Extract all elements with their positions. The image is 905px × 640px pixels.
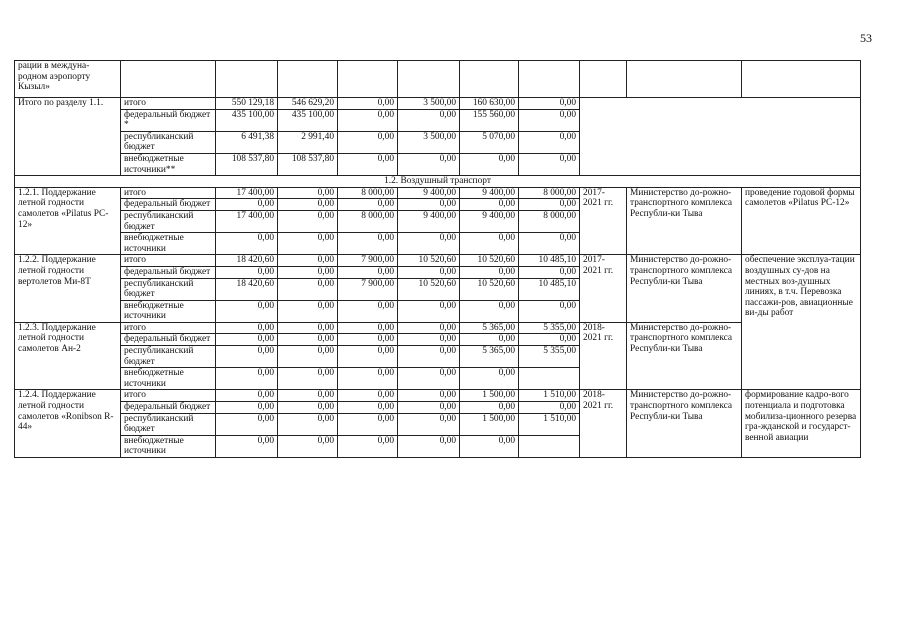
funding-source: федеральный бюджет: [121, 402, 216, 414]
funding-source: федеральный бюджет: [121, 266, 216, 278]
value-cell: 10 485,10: [519, 255, 580, 267]
funding-source: федеральный бюджет: [121, 334, 216, 346]
value-cell: 0,00: [519, 131, 580, 153]
value-cell: 0,00: [398, 300, 460, 322]
value-cell: 0,00: [216, 413, 278, 435]
value-cell: 10 485,10: [519, 278, 580, 300]
value-cell: 550 129,18: [216, 98, 278, 110]
value-cell: 0,00: [278, 300, 338, 322]
continued-label: рации в междуна-родном аэропорту Кызыл»: [15, 61, 121, 98]
funding-source: внебюджетные источники: [121, 368, 216, 390]
funding-source: республиканский бюджет: [121, 413, 216, 435]
value-cell: 0,00: [338, 233, 398, 255]
item-label: 1.2.3. Поддержание летной годности самолетов Ан-2: [15, 322, 121, 390]
value-cell: [519, 435, 580, 457]
value-cell: 0,00: [278, 233, 338, 255]
value-cell: 0,00: [338, 368, 398, 390]
value-cell: 0,00: [398, 334, 460, 346]
value-cell: 9 400,00: [460, 210, 519, 232]
value-cell: 3 500,00: [398, 98, 460, 110]
items-section: [15, 187, 861, 457]
funding-source: итого: [121, 390, 216, 402]
value-cell: 0,00: [278, 334, 338, 346]
value-cell: 0,00: [338, 435, 398, 457]
value-cell: 5 365,00: [460, 346, 519, 368]
item-executor: Министерство до-рожно-транспортного комплекса Республи-ки Тыва: [627, 255, 742, 323]
value-cell: 1 500,00: [460, 390, 519, 402]
value-cell: 10 520,60: [398, 278, 460, 300]
funding-source: внебюджетные источники: [121, 300, 216, 322]
item-label: 1.2.1. Поддержание летной годности самолетов «Pilatus PC-12»: [15, 187, 121, 255]
value-cell: 8 000,00: [519, 210, 580, 232]
value-cell: 9 400,00: [398, 210, 460, 232]
value-cell: 0,00: [216, 402, 278, 414]
item-row: [15, 322, 861, 334]
value-cell: [519, 368, 580, 390]
value-cell: 0,00: [278, 322, 338, 334]
value-cell: 0,00: [216, 266, 278, 278]
page-number: 53: [860, 31, 872, 45]
value-cell: 0,00: [216, 233, 278, 255]
value-cell: 10 520,60: [460, 255, 519, 267]
value-cell: 0,00: [338, 334, 398, 346]
value-cell: 0,00: [338, 413, 398, 435]
value-cell: 0,00: [338, 390, 398, 402]
value-cell: 0,00: [216, 322, 278, 334]
value-cell: 0,00: [338, 300, 398, 322]
funding-source: итого: [121, 98, 216, 110]
value-cell: 0,00: [398, 266, 460, 278]
value-cell: 0,00: [398, 402, 460, 414]
value-cell: 0,00: [398, 413, 460, 435]
value-cell: 9 400,00: [398, 187, 460, 199]
value-cell: 0,00: [278, 413, 338, 435]
value-cell: 3 500,00: [398, 131, 460, 153]
value-cell: 10 520,60: [460, 278, 519, 300]
value-cell: 0,00: [398, 109, 460, 131]
value-cell: 0,00: [519, 233, 580, 255]
value-cell: 5 355,00: [519, 322, 580, 334]
item-row: [15, 255, 861, 267]
value-cell: 0,00: [216, 368, 278, 390]
value-cell: 5 070,00: [460, 131, 519, 153]
value-cell: 0,00: [278, 435, 338, 457]
value-cell: 0,00: [278, 402, 338, 414]
item-executor: Министерство до-рожно-транспортного комплекса Республи-ки Тыва: [627, 322, 742, 390]
value-cell: 0,00: [278, 346, 338, 368]
value-cell: 0,00: [216, 334, 278, 346]
value-cell: 0,00: [519, 334, 580, 346]
value-cell: 1 510,00: [519, 413, 580, 435]
item-period: 2018-2021 гг.: [580, 322, 627, 390]
value-cell: 7 900,00: [338, 278, 398, 300]
value-cell: 8 000,00: [519, 187, 580, 199]
value-cell: 0,00: [216, 300, 278, 322]
value-cell: 0,00: [460, 300, 519, 322]
value-cell: 0,00: [216, 199, 278, 211]
funding-source: республиканский бюджет: [121, 210, 216, 232]
total-section: [15, 98, 861, 176]
value-cell: 1 500,00: [460, 413, 519, 435]
value-cell: 0,00: [398, 346, 460, 368]
section-title: 1.2. Воздушный транспорт: [15, 176, 861, 188]
funding-source: федеральный бюджет *: [121, 109, 216, 131]
value-cell: 0,00: [216, 346, 278, 368]
value-cell: 0,00: [460, 435, 519, 457]
value-cell: 10 520,60: [398, 255, 460, 267]
value-cell: 17 400,00: [216, 187, 278, 199]
value-cell: 0,00: [338, 109, 398, 131]
funding-source: итого: [121, 255, 216, 267]
section-header-row: [15, 176, 861, 188]
value-cell: 0,00: [460, 266, 519, 278]
value-cell: 0,00: [398, 233, 460, 255]
value-cell: 155 560,00: [460, 109, 519, 131]
value-cell: 0,00: [278, 278, 338, 300]
item-result: проведение годовой формы самолетов «Pilatus PC-12»: [742, 187, 861, 255]
value-cell: 8 000,00: [338, 187, 398, 199]
value-cell: 0,00: [338, 98, 398, 110]
value-cell: 0,00: [519, 199, 580, 211]
funding-source: итого: [121, 187, 216, 199]
value-cell: 0,00: [519, 300, 580, 322]
item-label: 1.2.2. Поддержание летной годности вертолетов Ми-8Т: [15, 255, 121, 323]
value-cell: 0,00: [216, 435, 278, 457]
item-executor: Министерство до-рожно-транспортного комплекса Республи-ки Тыва: [627, 390, 742, 458]
value-cell: 0,00: [398, 368, 460, 390]
item-row: [15, 390, 861, 402]
program-table: [14, 60, 861, 458]
value-cell: 0,00: [398, 390, 460, 402]
continued-row: [15, 61, 861, 98]
value-cell: 0,00: [338, 346, 398, 368]
funding-source: республиканский бюджет: [121, 131, 216, 153]
value-cell: 0,00: [278, 368, 338, 390]
value-cell: 0,00: [338, 266, 398, 278]
item-period: 2018-2021 гг.: [580, 390, 627, 458]
value-cell: 2 991,40: [278, 131, 338, 153]
value-cell: 0,00: [278, 255, 338, 267]
value-cell: 0,00: [338, 153, 398, 175]
value-cell: 0,00: [338, 402, 398, 414]
value-cell: 0,00: [460, 233, 519, 255]
value-cell: 0,00: [278, 199, 338, 211]
value-cell: 0,00: [278, 187, 338, 199]
value-cell: 7 900,00: [338, 255, 398, 267]
funding-source: федеральный бюджет: [121, 199, 216, 211]
value-cell: 0,00: [519, 402, 580, 414]
value-cell: 160 630,00: [460, 98, 519, 110]
value-cell: 0,00: [278, 390, 338, 402]
value-cell: 0,00: [519, 98, 580, 110]
value-cell: 6 491,38: [216, 131, 278, 153]
value-cell: 8 000,00: [338, 210, 398, 232]
item-period: 2017-2021 гг.: [580, 255, 627, 323]
value-cell: 0,00: [398, 435, 460, 457]
value-cell: 0,00: [519, 266, 580, 278]
value-cell: 108 537,80: [216, 153, 278, 175]
item-result: формирование кадро-вого потенциала и подготовка мобилиза-ционного резерва гра-жданской и государст-венной авиации: [742, 390, 861, 458]
value-cell: 0,00: [338, 131, 398, 153]
value-cell: 0,00: [460, 334, 519, 346]
value-cell: 0,00: [216, 390, 278, 402]
value-cell: 0,00: [398, 199, 460, 211]
funding-source: республиканский бюджет: [121, 278, 216, 300]
value-cell: 0,00: [460, 368, 519, 390]
value-cell: 0,00: [398, 153, 460, 175]
value-cell: 18 420,60: [216, 255, 278, 267]
value-cell: 0,00: [460, 153, 519, 175]
funding-source: республиканский бюджет: [121, 346, 216, 368]
value-cell: 435 100,00: [216, 109, 278, 131]
funding-source: внебюджетные источники: [121, 435, 216, 457]
value-cell: 435 100,00: [278, 109, 338, 131]
value-cell: 17 400,00: [216, 210, 278, 232]
value-cell: 18 420,60: [216, 278, 278, 300]
value-cell: 5 355,00: [519, 346, 580, 368]
value-cell: 9 400,00: [460, 187, 519, 199]
total-label: Итого по разделу 1.1.: [15, 98, 121, 176]
value-cell: 0,00: [278, 266, 338, 278]
value-cell: 0,00: [519, 153, 580, 175]
item-label: 1.2.4. Поддержание летной годности самолетов «Ronibson R-44»: [15, 390, 121, 458]
value-cell: 0,00: [460, 199, 519, 211]
funding-source: внебюджетные источники: [121, 233, 216, 255]
value-cell: 5 365,00: [460, 322, 519, 334]
value-cell: 0,00: [338, 199, 398, 211]
funding-source: внебюджетные источники**: [121, 153, 216, 175]
item-result: обеспечение эксплуа-тации воздушных су-дов на местных воз-душных линиях, в т.ч. Перевозка пассажи-ров, авиационные ви-ды работ: [742, 255, 861, 390]
value-cell: 0,00: [278, 210, 338, 232]
value-cell: 546 629,20: [278, 98, 338, 110]
value-cell: 0,00: [398, 322, 460, 334]
value-cell: 0,00: [460, 402, 519, 414]
value-cell: 1 510,00: [519, 390, 580, 402]
value-cell: 0,00: [519, 109, 580, 131]
item-row: [15, 187, 861, 199]
funding-source: итого: [121, 322, 216, 334]
total-row: [15, 98, 861, 110]
item-executor: Министерство до-рожно-транспортного комплекса Республи-ки Тыва: [627, 187, 742, 255]
value-cell: 0,00: [338, 322, 398, 334]
value-cell: 108 537,80: [278, 153, 338, 175]
item-period: 2017-2021 гг.: [580, 187, 627, 255]
